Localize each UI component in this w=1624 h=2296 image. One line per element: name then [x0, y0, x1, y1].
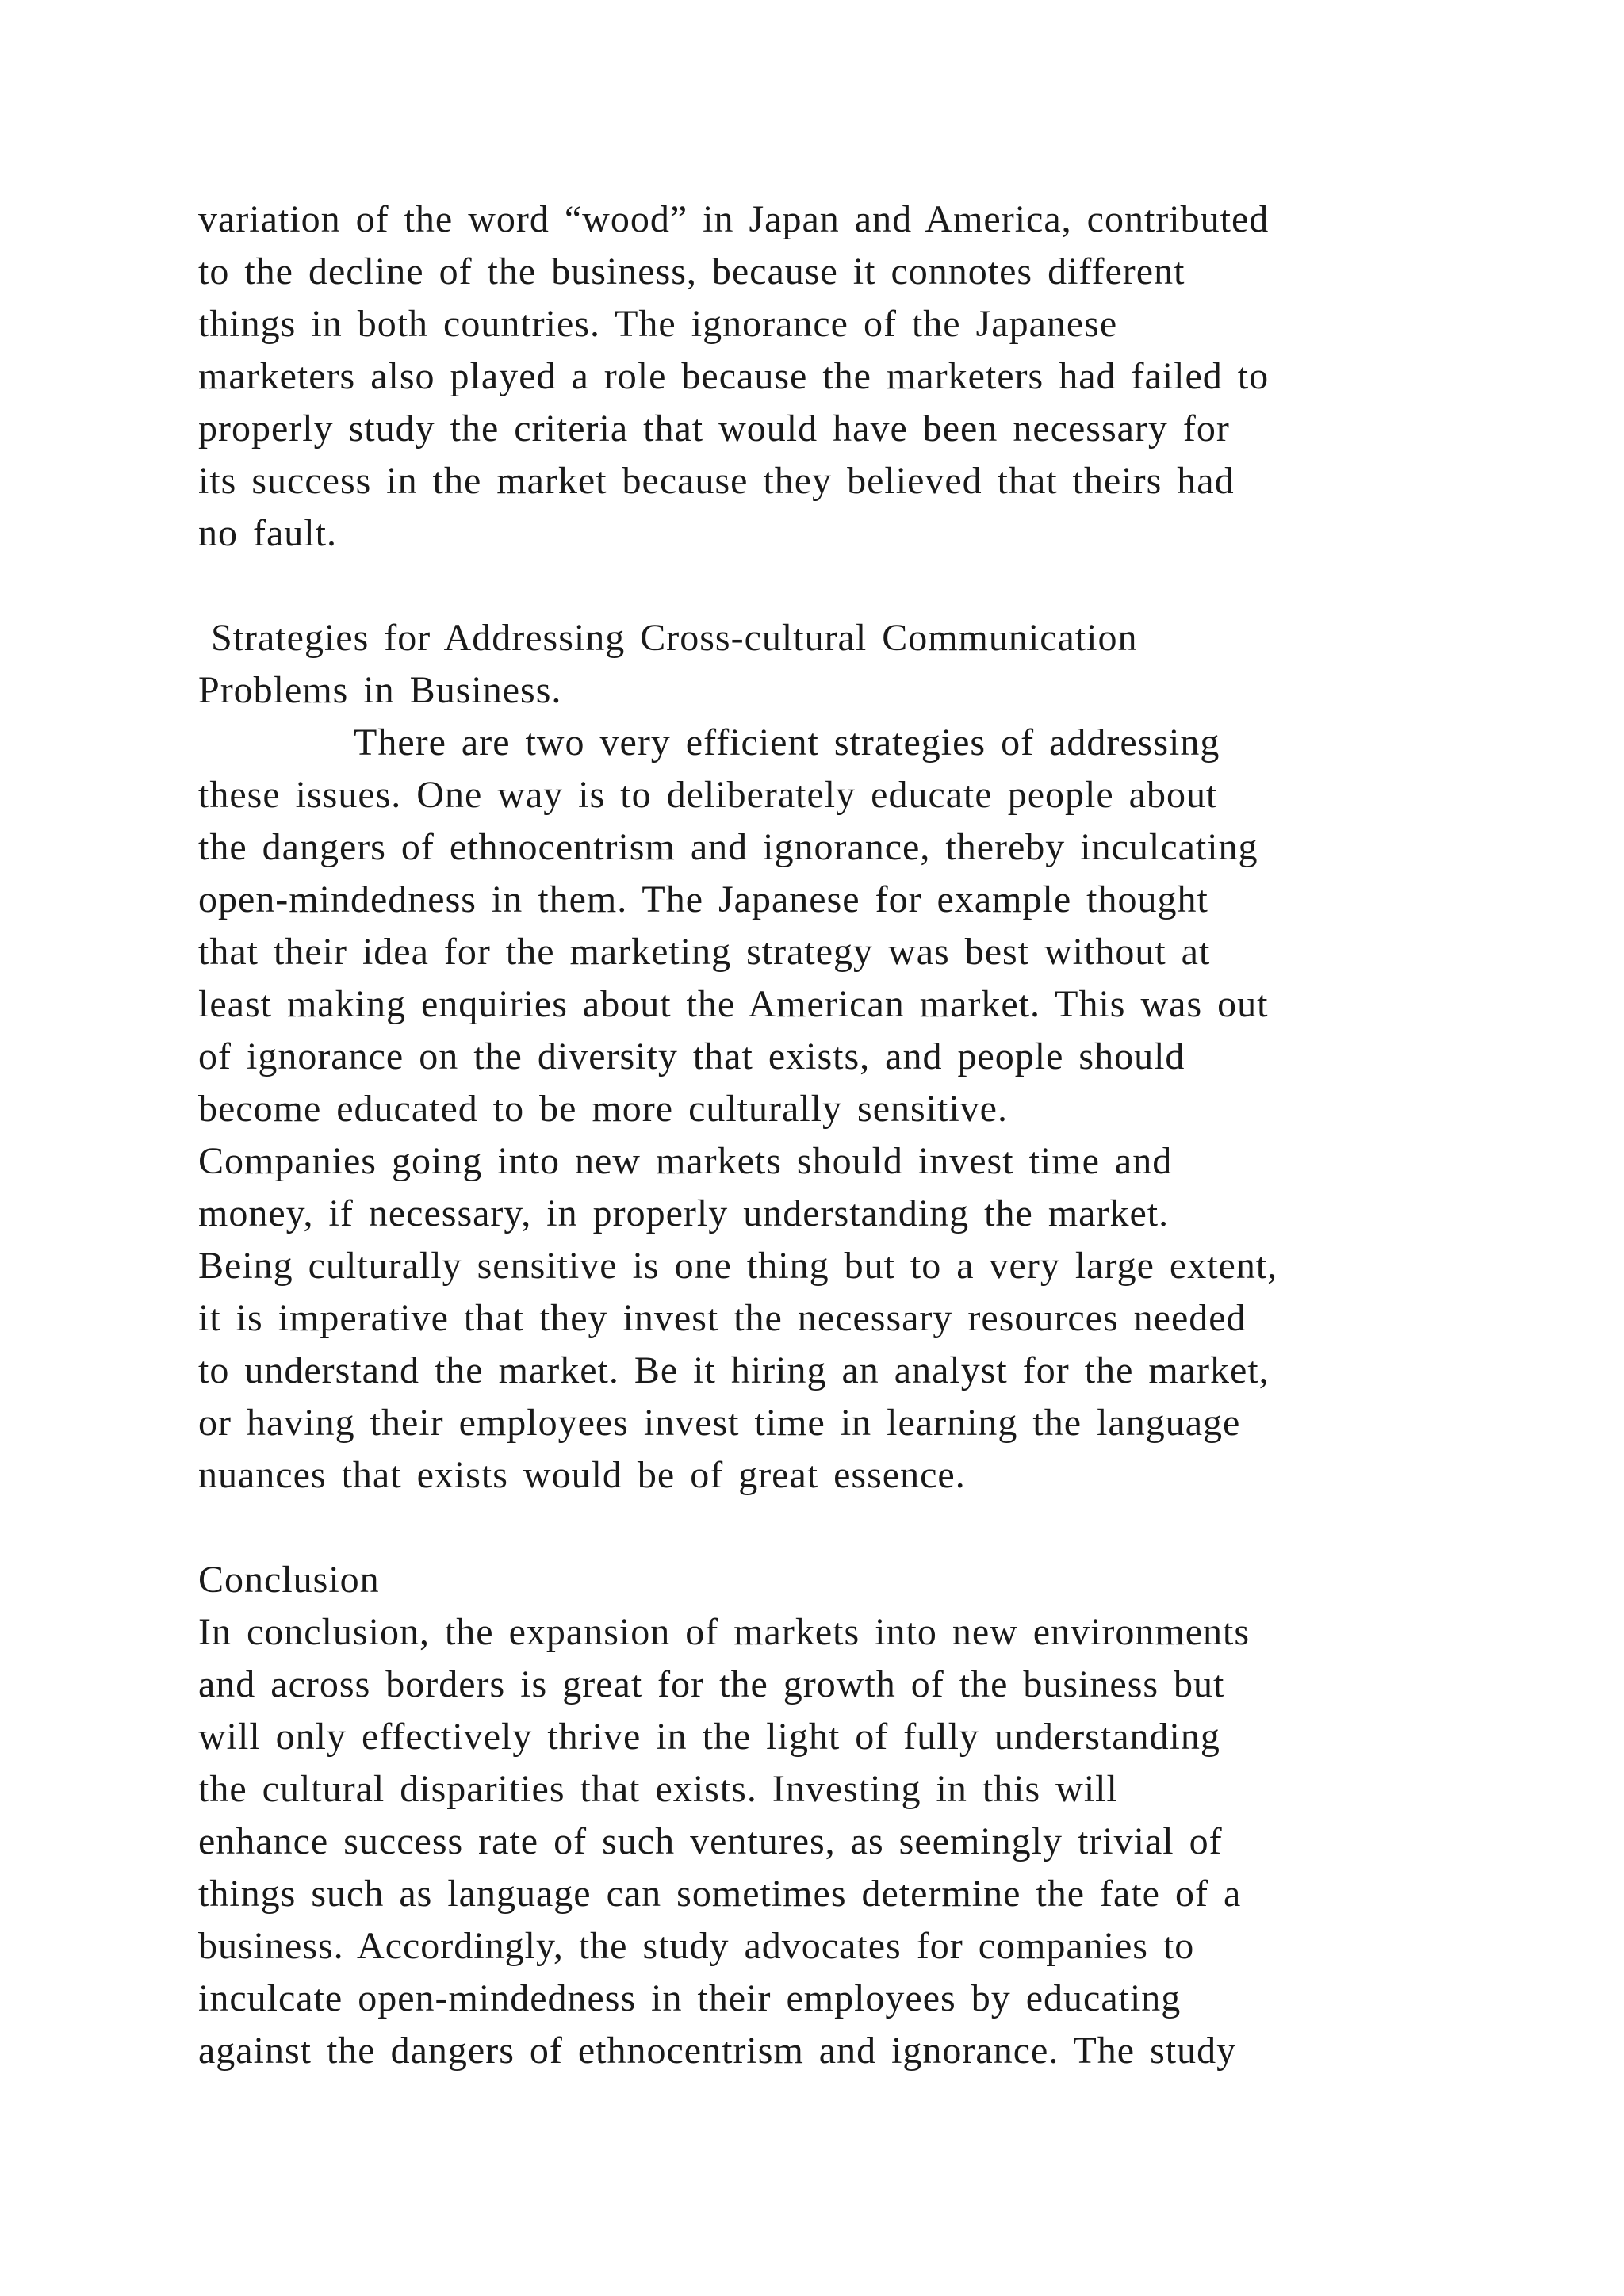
text-line: no fault.	[198, 512, 337, 554]
text-line: the cultural disparities that exists. Investing in this will	[198, 1768, 1118, 1810]
text-line: business. Accordingly, the study advocates for companies to	[198, 1925, 1195, 1967]
strategies-heading	[198, 612, 1483, 717]
text-line: that their idea for the marketing strategy was best without at	[198, 931, 1211, 973]
paragraph-conclusion	[198, 1606, 1483, 2077]
text-line: variation of the word “wood” in Japan and America, contributed	[198, 198, 1270, 240]
text-line: become educated to be more culturally sensitive.	[198, 1088, 1008, 1130]
text-line: and across borders is great for the growth of the business but	[198, 1663, 1225, 1705]
text-line: to the decline of the business, because it connotes different	[198, 251, 1185, 293]
text-line: will only effectively thrive in the light of fully understanding	[198, 1716, 1220, 1758]
text-line: to understand the market. Be it hiring an analyst for the market,	[198, 1349, 1270, 1391]
text-line: least making enquiries about the American market. This was out	[198, 983, 1269, 1025]
heading-line: Problems in Business.	[198, 669, 562, 711]
text-line: properly study the criteria that would have been necessary for	[198, 408, 1230, 450]
text-line: these issues. One way is to deliberately educate people about	[198, 774, 1218, 816]
paragraph-gap	[198, 1502, 1483, 1554]
conclusion-heading: Conclusion	[198, 1559, 380, 1601]
paragraph-wood-variation	[198, 193, 1483, 560]
text-line: Being culturally sensitive is one thing but to a very large extent,	[198, 1245, 1278, 1287]
text-line: it is imperative that they invest the necessary resources needed	[198, 1297, 1247, 1339]
document-body	[198, 193, 1483, 2077]
text-line: of ignorance on the diversity that exists, and people should	[198, 1035, 1185, 1077]
text-line: the dangers of ethnocentrism and ignorance, thereby inculcating	[198, 826, 1258, 868]
text-line: money, if necessary, in properly understanding the market.	[198, 1192, 1170, 1234]
paragraph-companies	[198, 1135, 1483, 1502]
text-line: against the dangers of ethnocentrism and ignorance. The study	[198, 2030, 1237, 2072]
paragraph-gap	[198, 560, 1483, 612]
text-line: Companies going into new markets should invest time and	[198, 1140, 1173, 1182]
heading-line: Strategies for Addressing Cross-cultural Communication	[211, 617, 1138, 659]
text-line: its success in the market because they believed that theirs had	[198, 460, 1235, 502]
text-line: open-mindedness in them. The Japanese for example thought	[198, 878, 1208, 920]
text-line: things in both countries. The ignorance of the Japanese	[198, 303, 1118, 345]
text-line: enhance success rate of such ventures, as seemingly trivial of	[198, 1820, 1223, 1862]
text-line: or having their employees invest time in learning the language	[198, 1402, 1241, 1444]
text-line: nuances that exists would be of great essence.	[198, 1454, 966, 1496]
text-line: things such as language can sometimes determine the fate of a	[198, 1873, 1242, 1915]
text-line: There are two very efficient strategies of addressing	[354, 721, 1220, 763]
paragraph-strategies	[198, 717, 1483, 1135]
text-line: inculcate open-mindedness in their employees by educating	[198, 1977, 1182, 2019]
text-line: marketers also played a role because the marketers had failed to	[198, 355, 1270, 397]
text-line: In conclusion, the expansion of markets into new environments	[198, 1611, 1251, 1653]
